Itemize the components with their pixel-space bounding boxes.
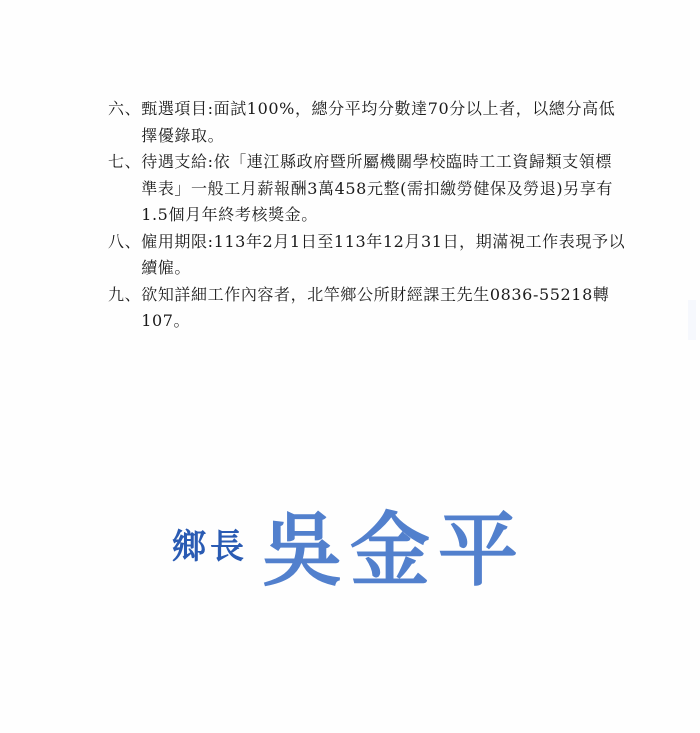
item-number: 七 — [108, 152, 125, 171]
item-number: 九 — [108, 284, 125, 304]
item-7 — [108, 149, 628, 229]
item-separator: 、 — [124, 99, 142, 118]
item-text: 欲知詳細工作內容者，北竿鄉公所財經課王先生0836-55218轉107。 — [141, 284, 610, 330]
item-separator: 、 — [124, 284, 142, 304]
item-text: 待遇支給:依「連江縣政府暨所屬機關學校臨時工工資歸類支領標準表」一般工月薪報酬3萬458元整(需扣繳勞健保及勞退)另享有1.5個月年終考核獎金。 — [141, 152, 614, 224]
scan-edge-mark — [688, 300, 696, 340]
item-number: 六 — [108, 99, 125, 118]
item-text: 甄選項目:面試100%，總分平均分數達70分以上者，以總分高低擇優錄取。 — [141, 99, 616, 145]
item-9 — [108, 282, 628, 335]
item-separator: 、 — [124, 231, 142, 251]
item-text: 僱用期限:113年2月1日至113年12月31日，期滿視工作表現予以續僱。 — [141, 231, 626, 277]
item-6 — [108, 96, 628, 149]
item-separator: 、 — [124, 152, 142, 171]
item-number: 八 — [108, 231, 125, 251]
item-8 — [108, 229, 628, 282]
signature-name-stamp: 吳金平 — [262, 502, 526, 597]
signature-block — [172, 498, 526, 597]
announcement-items — [108, 96, 628, 335]
signature-title: 鄉長 — [172, 526, 248, 567]
